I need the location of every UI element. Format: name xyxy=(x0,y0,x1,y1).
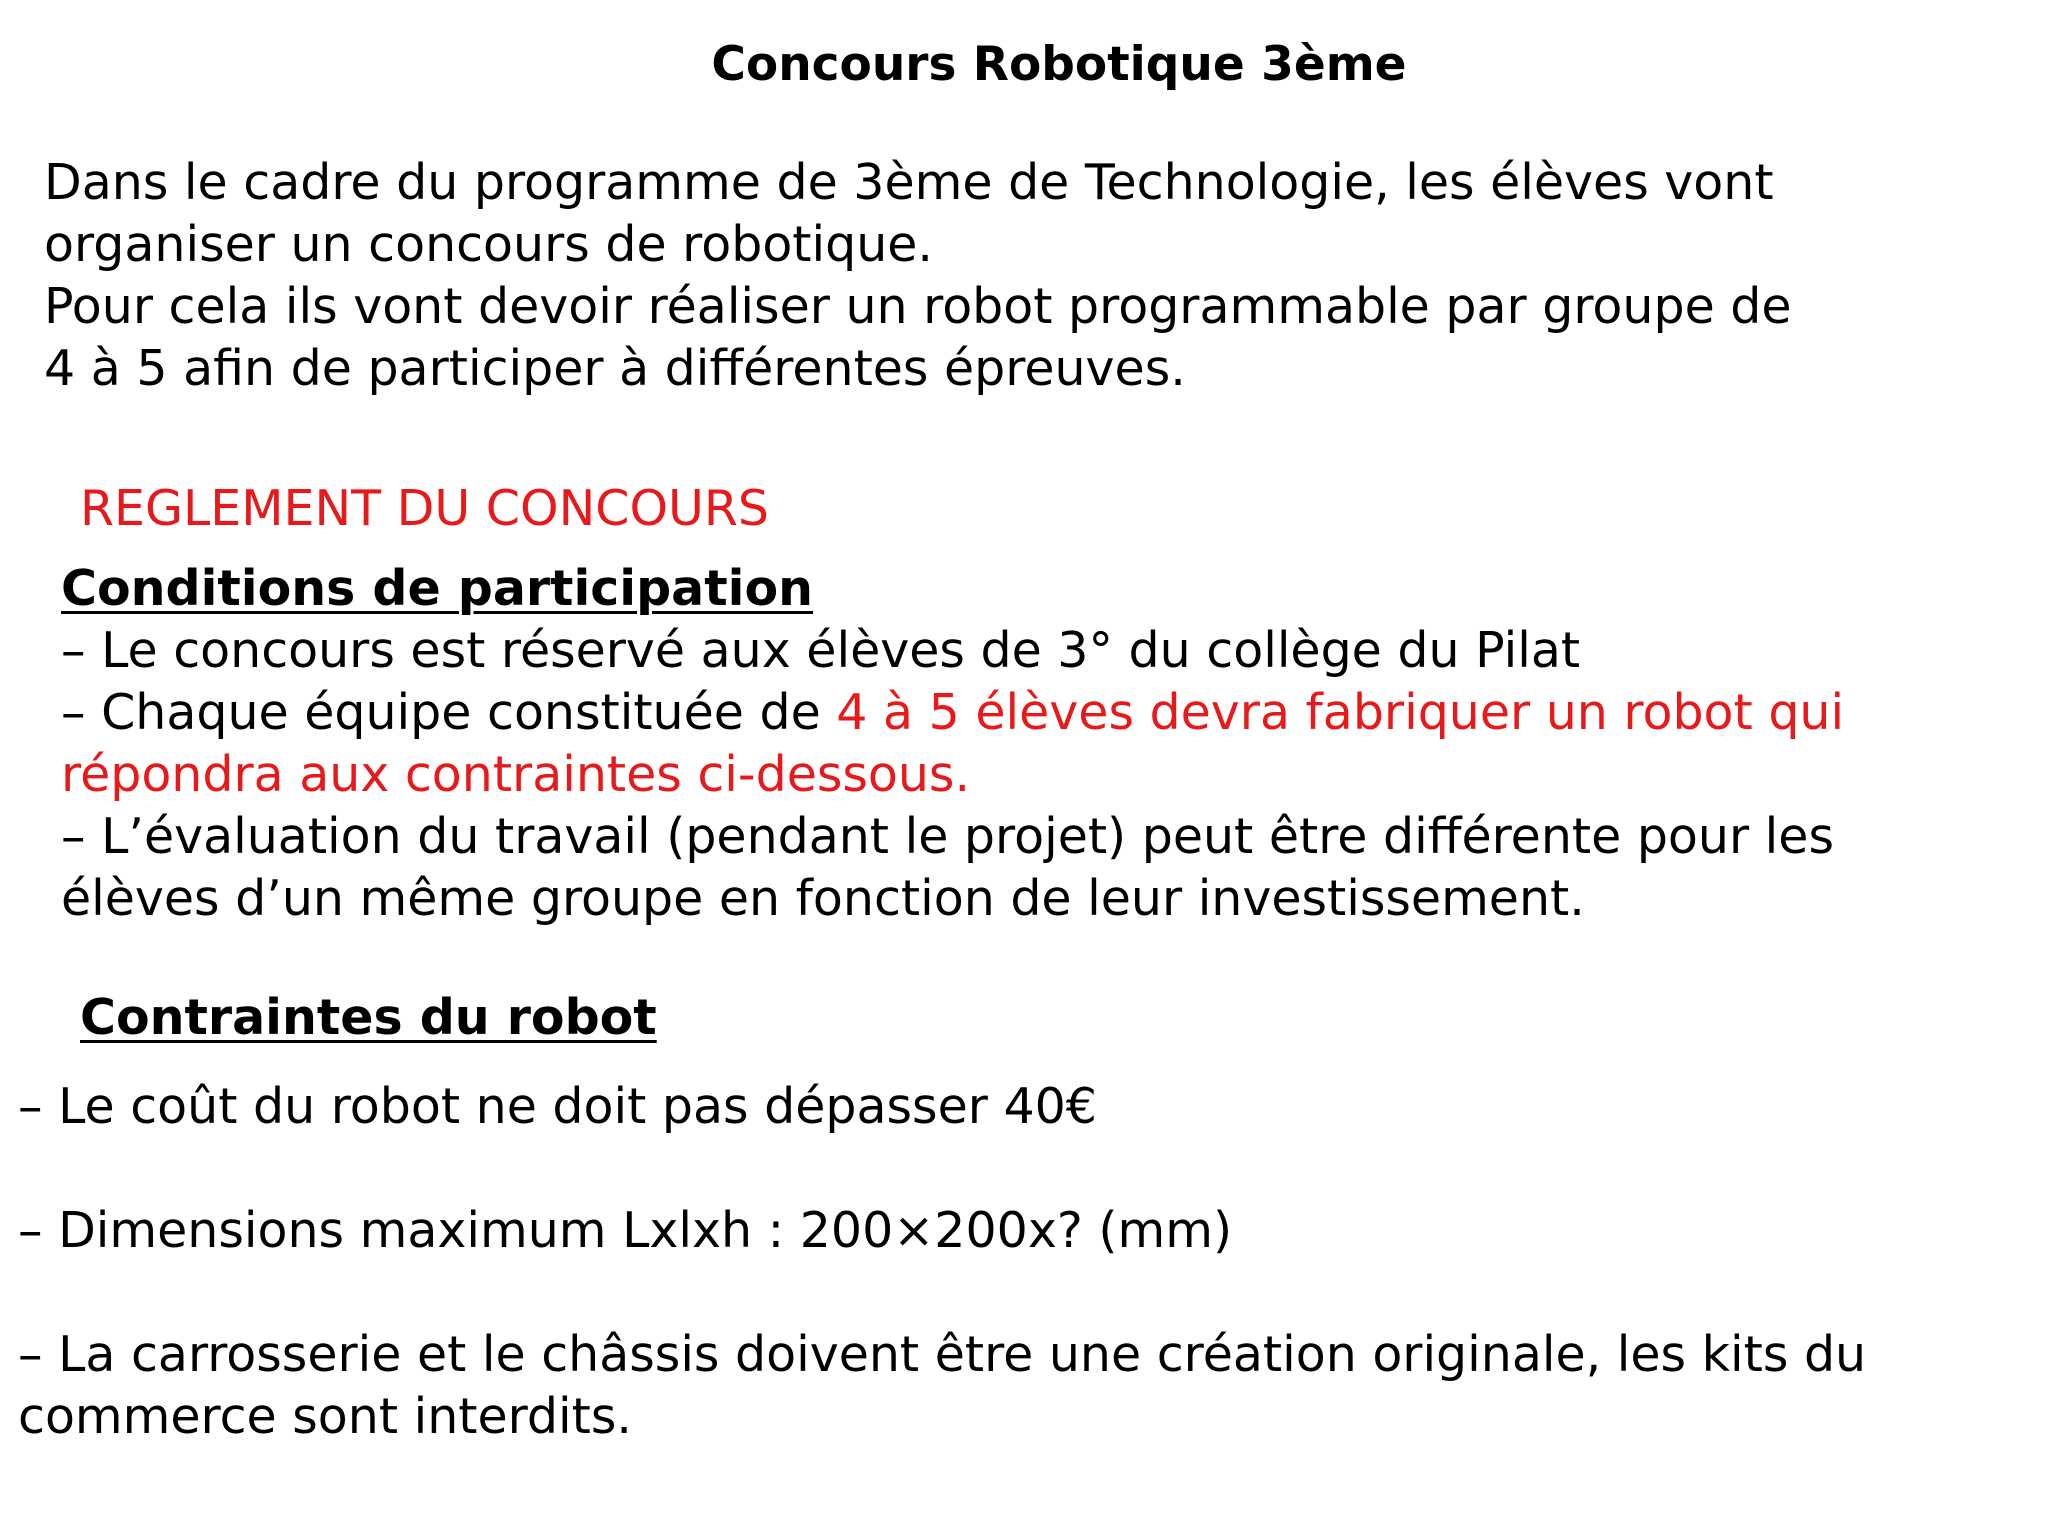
condition-item: – Le concours est réservé aux élèves de 3° du collège du Pilat xyxy=(61,622,1581,679)
intro-line: organiser un concours de robotique. xyxy=(44,216,934,273)
constraint-item-dimensions xyxy=(18,1200,2028,1262)
constraint-text: – La carrosserie et le châssis doivent être une création originale, les kits du xyxy=(18,1326,1867,1383)
condition-item-highlight: 4 à 5 élèves devra fabriquer un robot qui xyxy=(836,684,1845,741)
condition-item-prefix: – Chaque équipe constituée de xyxy=(61,684,837,741)
conditions-section xyxy=(61,558,2021,930)
intro-line: Pour cela ils vont devoir réaliser un robot programmable par groupe de xyxy=(44,278,1792,335)
condition-item: – L’évaluation du travail (pendant le projet) peut être différente pour les xyxy=(61,808,1834,865)
intro-paragraph xyxy=(44,152,2004,400)
condition-item xyxy=(61,682,2021,744)
page-title: Concours Robotique 3ème xyxy=(711,37,1407,92)
intro-line: 4 à 5 afin de participer à différentes épreuves. xyxy=(44,340,1186,397)
conditions-heading: Conditions de participation xyxy=(61,560,814,617)
condition-item: élèves d’un même groupe en fonction de leur investissement. xyxy=(61,870,1585,927)
reglement-heading: REGLEMENT DU CONCOURS xyxy=(80,480,770,537)
constraint-text: – Dimensions maximum Lxlxh : 200×200x? (mm) xyxy=(18,1202,1233,1259)
constraints-heading-wrap xyxy=(80,983,657,1053)
constraint-item-cost xyxy=(18,1076,2028,1138)
constraint-text: commerce sont interdits. xyxy=(18,1388,632,1445)
condition-item-highlight: répondra aux contraintes ci-dessous. xyxy=(61,746,971,803)
intro-line: Dans le cadre du programme de 3ème de Technologie, les élèves vont xyxy=(44,154,1774,211)
constraint-text: – Le coût du robot ne doit pas dépasser 40€ xyxy=(18,1078,1097,1135)
constraints-heading: Contraintes du robot xyxy=(80,989,657,1046)
constraint-item-bodywork xyxy=(18,1324,2028,1448)
